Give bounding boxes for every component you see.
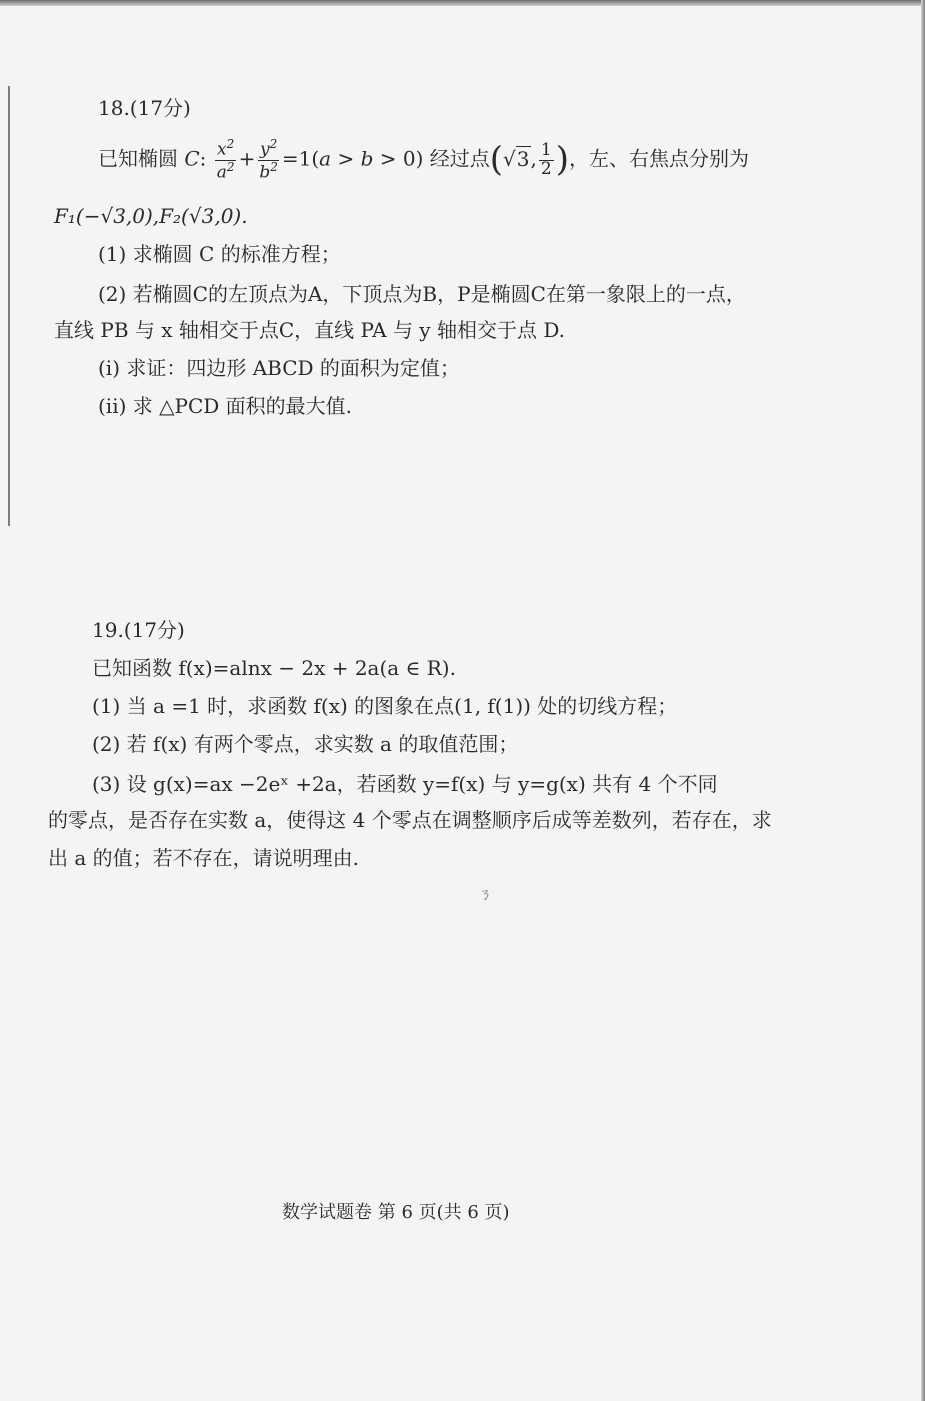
q18-part1: (1) 求椭圆 C 的标准方程；	[98, 242, 341, 266]
page-right-edge	[921, 0, 925, 1401]
q19-part3-line2: 的零点，是否存在实数 a，使得这 4 个零点在调整顺序后成等差数列，若存在，求	[48, 808, 772, 832]
q18-sqrt3: √3	[503, 146, 530, 171]
q18-part2-ii: (ii) 求 △PCD 面积的最大值.	[98, 394, 353, 418]
q19-part3-line1: (3) 设 g(x)=ax −2eˣ +2a，若函数 y=f(x) 与 y=g(x) 共有 4 个不同	[92, 772, 718, 796]
q18-foci: F₁(−√3,0),F₂(√3,0).	[54, 204, 248, 228]
q18-part2-i: (i) 求证：四边形 ABCD 的面积为定值；	[98, 356, 460, 380]
q18-frac-y: $\frac{y^2}{b^2}$	[259, 137, 278, 183]
q18-intro-suffix: 经过点	[429, 146, 490, 171]
q18-part2-line1: (2) 若椭圆C的左顶点为A，下顶点为B，P是椭圆C在第一象限上的一点，	[98, 282, 746, 306]
q18-frac-half: $\frac{1}{2}$	[540, 139, 552, 179]
q19-title: 19.(17分)	[92, 618, 185, 642]
q18-title: 18.(17分)	[98, 96, 191, 120]
q18-ellipse-symbol: C	[184, 146, 200, 171]
left-margin-rule	[8, 86, 10, 526]
q18-intro: 已知椭圆 C: $\frac{x^2}{a^2}$ + $\frac{y^2}{b^2}$ =1(a > b > 0) 经过点(√3, $\frac{1}{2}$ )，左、右焦点分别为	[98, 137, 749, 183]
q19-part3-line3: 出 a 的值；若不存在，请说明理由.	[48, 846, 359, 870]
stray-mark: ㄋ	[478, 887, 492, 903]
q18-intro-tail: ，左、右焦点分别为	[568, 146, 749, 171]
q18-frac-x: $\frac{x^2}{a^2}$	[216, 137, 235, 183]
q19-part1: (1) 当 a =1 时，求函数 f(x) 的图象在点(1, f(1)) 处的切线方程；	[92, 694, 678, 718]
page-footer: 数学试题卷 第 6 页(共 6 页)	[282, 1202, 510, 1223]
q19-intro: 已知函数 f(x)=alnx − 2x + 2a(a ∈ R).	[92, 656, 456, 680]
q19-part2: (2) 若 f(x) 有两个零点，求实数 a 的取值范围；	[92, 732, 519, 756]
q18-intro-prefix: 已知椭圆	[98, 146, 178, 171]
q18-part2-line2: 直线 PB 与 x 轴相交于点C，直线 PA 与 y 轴相交于点 D.	[54, 318, 565, 342]
page-top-edge	[0, 0, 925, 6]
